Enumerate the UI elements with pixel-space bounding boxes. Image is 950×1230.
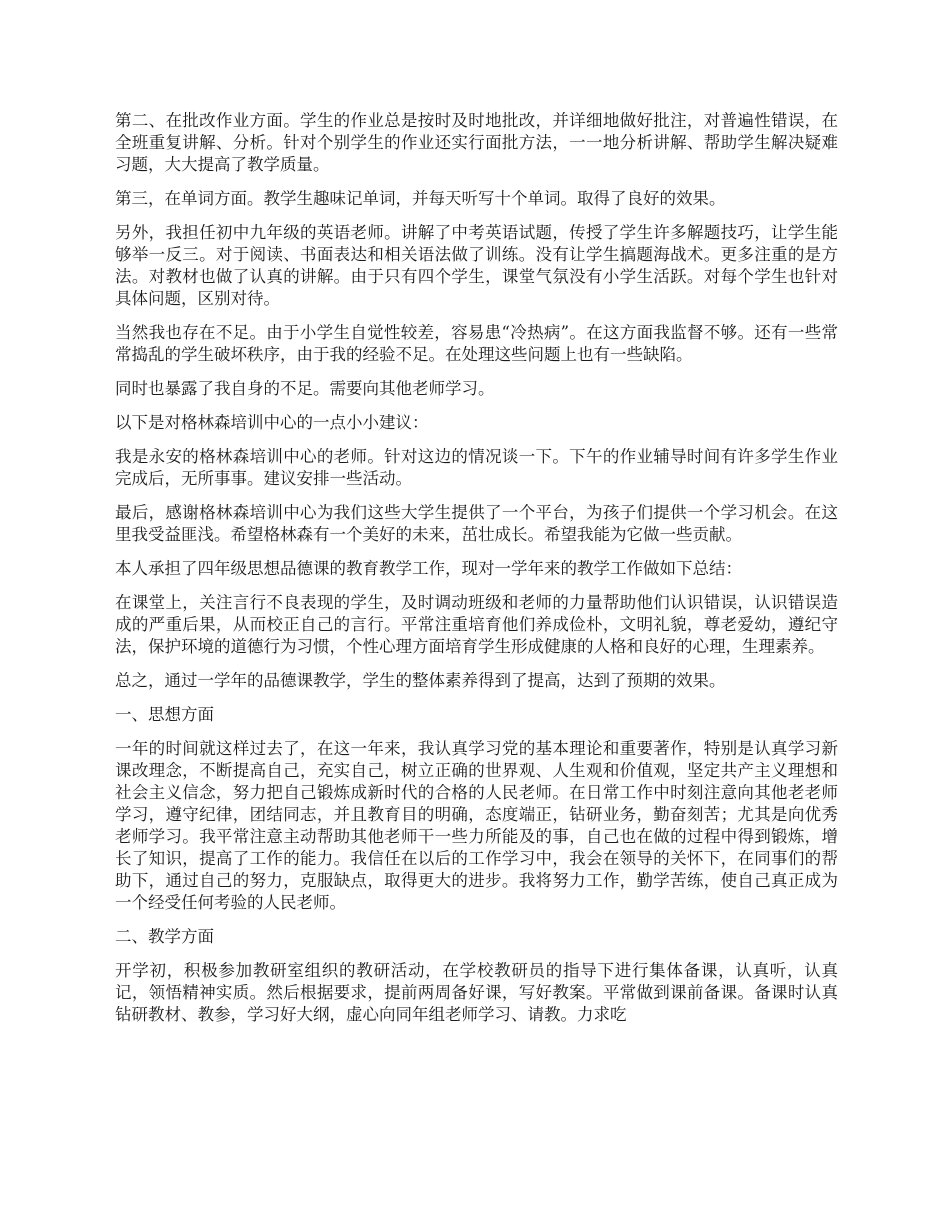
paragraph-grade9-english: 另外，我担任初中九年级的英语老师。讲解了中考英语试题，传授了学生许多解题技巧，让学生能够举一反三。对于阅读、书面表达和相关语法做了训练。没有让学生搞题海战术。更多注重的是方法。对教材也做了认真的讲解。由于只有四个学生，课堂气氛没有小学生活跃。对每个学生也针对具体问题，区别对待。 xyxy=(115,223,838,308)
paragraph-homework-correction: 第二、在批改作业方面。学生的作业总是按时及时地批改，并详细地做好批注，对普遍性错误，在全班重复讲解、分析。针对个别学生的作业还实行面批方法，一一地分析讲解、帮助学生解决疑难习题，大大提高了教学质量。 xyxy=(115,111,838,174)
paragraph-summary: 总之，通过一学年的品德课教学，学生的整体素养得到了提高，达到了预期的效果。 xyxy=(115,671,726,690)
paragraph-ideology: 一年的时间就这样过去了，在这一年来，我认真学习党的基本理论和重要著作，特别是认真学习新课改理念，不断提高自己，充实自己，树立正确的世界观、人生观和价值观，坚定共产主义理想和社会主义信念，努力把自己锻炼成新时代的合格的人民老师。在日常工作中时刻注意向其他老老师学习，遵守纪律，团结同志，并且教育目的明确，态度端正，钻研业务，勤奋刻苦；尤其是向优秀老师学习。我平常注意主动帮助其他老师干一些力所能及的事，自己也在做的过程中得到锻炼，增长了知识，提高了工作的能力。我信任在以后的工作学习中，我会在领导的关怀下，在同事们的帮助下，通过自己的努力，克服缺点，取得更大的进步。我将努力工作，勤学苦练，使自己真正成为一个经受任何考验的人民老师。 xyxy=(115,739,838,912)
paragraph-teaching: 开学初，积极参加教研室组织的教研活动，在学校教研员的指导下进行集体备课，认真听，认真记，领悟精神实质。然后根据要求，提前两周备好课，写好教案。平常做到课前备课。备课时认真钻研教材、教参，学习好大纲，虚心向同年组老师学习、请教。力求吃 xyxy=(115,961,838,1024)
paragraph-thanks: 最后，感谢格林森培训中心为我们这些大学生提供了一个平台，为孩子们提供一个学习机会。在这里我受益匪浅。希望格林森有一个美好的未来，茁壮成长。希望我能为它做一些贡献。 xyxy=(115,503,838,544)
paragraph-vocabulary: 第三，在单词方面。教学生趣味记单词，并每天听写十个单词。取得了良好的效果。 xyxy=(115,189,726,208)
paragraph-self-reflection: 同时也暴露了我自身的不足。需要向其他老师学习。 xyxy=(115,379,495,398)
section-heading-teaching: 二、教学方面 xyxy=(115,927,214,946)
paragraph-suggestion: 我是永安的格林森培训中心的老师。针对这边的情况谈一下。下午的作业辅导时间有许多学生作业完成后，无所事事。建议安排一些活动。 xyxy=(115,447,838,488)
paragraph-classroom: 在课堂上，关注言行不良表现的学生，及时调动班级和老师的力量帮助他们认识错误，认识错误造成的严重后果，从而校正自己的言行。平常注重培育他们养成俭朴，文明礼貌，尊老爱幼，遵纪守法，保护环境的道德行为习惯，个性心理方面培育学生形成健康的人格和良好的心理，生理素养。 xyxy=(115,593,838,656)
paragraph-shortcomings: 当然我也存在不足。由于小学生自觉性较差，容易患“冷热病”。在这方面我监督不够。还有一些常常捣乱的学生破坏秩序，由于我的经验不足。在处理这些问题上也有一些缺陷。 xyxy=(115,323,838,364)
paragraph-suggestion-intro: 以下是对格林森培训中心的一点小小建议： xyxy=(115,413,429,432)
paragraph-moral-class-intro: 本人承担了四年级思想品德课的教育教学工作，现对一学年来的教学工作做如下总结： xyxy=(115,559,742,578)
section-heading-ideology: 一、思想方面 xyxy=(115,705,214,724)
document-body xyxy=(115,110,838,1026)
